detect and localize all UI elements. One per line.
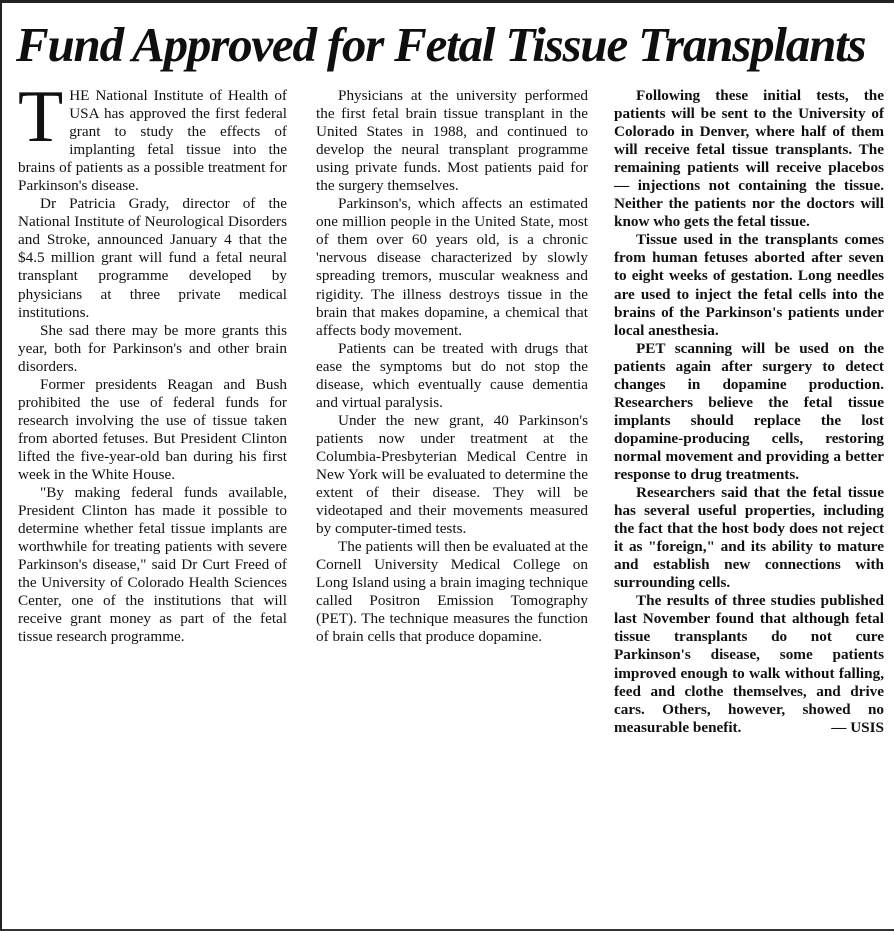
article-paragraph: Researchers said that the fetal tissue has several useful properties, including the fact that the host body does not reject it as "foreign," and its ability to mature and establish new connections with surrounding cells.	[614, 484, 884, 592]
article-paragraph: Under the new grant, 40 Parkinson's patients now under treatment at the Columbia-Presbyterian Medical Centre in New York will be evaluated to determine the extent of their disease. They will be videotaped and their movements measured by computer-timed tests.	[316, 411, 588, 538]
article-paragraph: Parkinson's, which affects an estimated one million people in the United State, most of them over 60 years old, is a chronic 'nervous disease characterized by slowly spreading tremors, muscular weakness and rigidity. The illness destroys tissue in the brain that makes dopamine, a chemical that affects body movement.	[316, 195, 588, 339]
article-paragraph: Former presidents Reagan and Bush prohibited the use of federal funds for research involving the use of tissue taken from aborted fetuses. But President Clinton lifted the five-year-old ban during his first week in the White House.	[18, 375, 287, 483]
article-paragraph: Dr Patricia Grady, director of the National Institute of Neurological Disorders and Stroke, announced January 4 that the $4.5 million grant will fund a fetal neural transplant programme developed by physicians at three private medical institutions.	[18, 195, 287, 321]
article-column-2	[316, 87, 588, 646]
article-paragraph: Following these initial tests, the patients will be sent to the University of Colorado in Denver, where half of them will receive fetal tissue transplants. The remaining patients will receive placebos — injections not containing the tissue. Neither the patients nor the doctors will know who gets the fetal tissue.	[614, 87, 884, 231]
byline: — USIS	[831, 718, 884, 736]
article-paragraph: THE National Institute of Health of USA has approved the first federal grant to study the effects of implanting fetal tissue into the brains of patients as a possible treatment for Parkinson's disease.	[18, 76, 287, 195]
article-paragraph: PET scanning will be used on the patients again after surgery to detect changes in dopamine production. Researchers believe the fetal tissue implants should replace the lost dopamine-producing cells, restoring normal movement and providing a better response to drug treatments.	[614, 339, 884, 483]
article-paragraph: Physicians at the university performed the first fetal brain tissue transplant in the United States in 1988, and continued to develop the neural transplant programme using private funds. Most patients paid for the surgery themselves.	[316, 87, 588, 195]
article-paragraph: Patients can be treated with drugs that ease the symptoms but do not stop the disease, which eventually cause dementia and virtual paralysis.	[316, 339, 588, 411]
drop-cap: T	[18, 76, 64, 158]
article-paragraph: Tissue used in the transplants comes from human fetuses aborted after seven to eight weeks of gestation. Long needles are used to inject the fetal cells into the brains of the Parkinson's patients under local anesthesia.	[614, 231, 884, 339]
article-paragraph: The patients will then be evaluated at the Cornell University Medical College on Long Island using a brain imaging technique called Positron Emission Tomography (PET). The technique measures the function of brain cells that produce dopamine.	[316, 538, 588, 646]
article-paragraph: She sad there may be more grants this year, both for Parkinson's and other brain disorders.	[18, 321, 287, 375]
article-column-1	[18, 76, 287, 646]
headline: Fund Approved for Fetal Tissue Transplants	[16, 17, 866, 72]
article-paragraph: The results of three studies published last November found that although fetal tissue transplants do not cure Parkinson's disease, some patients improved enough to walk without falling, feed and clothe themselves, and drive cars. Others, however, showed no measurable benefit. — USIS	[614, 592, 884, 736]
article-paragraph: "By making federal funds available, President Clinton has made it possible to determine whether fetal tissue implants are worthwhile for treating patients with severe Parkinson's disease," said Dr Curt Freed of the University of Colorado Health Sciences Center, one of the institutions that will receive grant money as part of the fetal tissue research programme.	[18, 484, 287, 646]
article-column-3	[614, 87, 884, 737]
